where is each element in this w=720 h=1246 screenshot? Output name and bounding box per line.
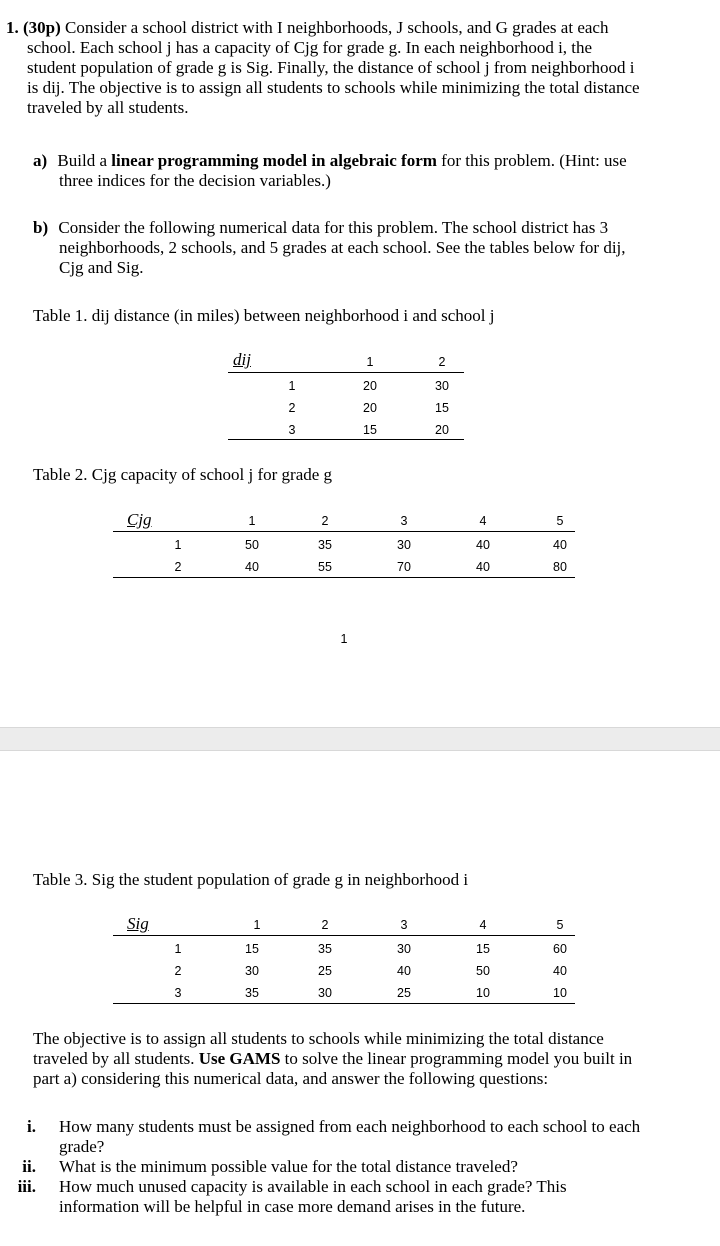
- table3-col-4: 4: [479, 918, 487, 932]
- objective-line-2-bold: Use GAMS: [198, 1049, 281, 1068]
- table3-header-rule: [113, 935, 575, 936]
- table2-cell-1-3: 30: [397, 538, 411, 552]
- question-iii-label: iii.: [17, 1177, 36, 1196]
- table3-cell-1-2: 35: [318, 942, 332, 956]
- intro-line-4: is dij. The objective is to assign all students to schools while minimizing the total distance: [27, 78, 640, 97]
- table3-col-2: 2: [321, 918, 329, 932]
- page-break: [0, 727, 720, 751]
- table2-row-1-label: 1: [174, 538, 182, 552]
- part-a-line-2: three indices for the decision variables.): [59, 171, 331, 190]
- part-b-label: b): [33, 218, 49, 237]
- question-i-line-1: How many students must be assigned from each neighborhood to each school to each: [59, 1117, 641, 1136]
- table2-cell-1-4: 40: [476, 538, 490, 552]
- table3-cell-3-4: 10: [476, 986, 490, 1000]
- table2-col-4: 4: [479, 514, 487, 528]
- part-b-line-3: Cjg and Sig.: [59, 258, 144, 277]
- table2-corner: Cjg: [127, 510, 152, 529]
- table2-row-2-label: 2: [174, 560, 182, 574]
- table2-caption: Table 2. Cjg capacity of school j for grade g: [33, 465, 333, 484]
- question-ii: [0, 1157, 720, 1177]
- objective-line-1: The objective is to assign all students to schools while minimizing the total distance: [33, 1029, 604, 1048]
- table3-caption: Table 3. Sig the student population of grade g in neighborhood i: [33, 870, 469, 889]
- table2-cell-2-4: 40: [476, 560, 490, 574]
- part-a-post: for this problem. (Hint: use: [441, 151, 627, 170]
- table3-cell-2-5: 40: [553, 964, 567, 978]
- question-iii: [0, 1177, 720, 1217]
- table3-col-3: 3: [400, 918, 408, 932]
- problem-number: 1.: [6, 18, 19, 37]
- objective-line-3: part a) considering this numerical data, and answer the following questions:: [33, 1069, 549, 1088]
- table3-row-1-label: 1: [174, 942, 182, 956]
- objective-line-2: [33, 1049, 632, 1069]
- table3-col-5: 5: [556, 918, 564, 932]
- table1-col-1: 1: [366, 355, 374, 369]
- question-i-label: i.: [27, 1117, 36, 1136]
- table1-cell-2-1: 20: [363, 401, 377, 415]
- table3-cell-1-4: 15: [476, 942, 490, 956]
- table3-cell-3-2: 30: [318, 986, 332, 1000]
- table3-cell-1-5: 60: [553, 942, 567, 956]
- questions-list: [0, 1117, 720, 1217]
- table3-bottom-rule: [113, 1003, 575, 1004]
- table2-cell-1-2: 35: [318, 538, 332, 552]
- table2-header-rule: [113, 531, 575, 532]
- table2-cell-2-5: 80: [553, 560, 567, 574]
- part-a-pre: Build a: [57, 151, 108, 170]
- problem-points: (30p): [23, 18, 61, 37]
- table3-corner: Sig: [127, 914, 149, 933]
- part-b-text-1: Consider the following numerical data for this problem. The school district has 3: [58, 218, 609, 237]
- table1-corner: dij: [233, 350, 251, 369]
- intro-text-1: Consider a school district with I neighborhoods, J schools, and G grades at each: [65, 18, 609, 37]
- intro-line-5: traveled by all students.: [27, 98, 189, 117]
- table1-col-2: 2: [438, 355, 446, 369]
- table3-cell-3-3: 25: [397, 986, 411, 1000]
- table2-col-3: 3: [400, 514, 408, 528]
- table2-col-5: 5: [556, 514, 564, 528]
- table3-cell-3-5: 10: [553, 986, 567, 1000]
- table3-cell-3-1: 35: [245, 986, 259, 1000]
- table3-row-2-label: 2: [174, 964, 182, 978]
- objective-paragraph: [33, 1029, 632, 1089]
- question-ii-line-1: What is the minimum possible value for the total distance traveled?: [59, 1157, 518, 1176]
- intro-line-3: student population of grade g is Sig. Finally, the distance of school j from neighborhood i: [27, 58, 635, 77]
- part-b-line-2: neighborhoods, 2 schools, and 5 grades at each school. See the tables below for dij,: [59, 238, 626, 257]
- table3-col-1: 1: [253, 918, 261, 932]
- table3-cell-2-2: 25: [318, 964, 332, 978]
- question-i-line-2: grade?: [59, 1137, 105, 1156]
- table2-cell-2-2: 55: [318, 560, 332, 574]
- part-b-line-1: [33, 218, 626, 238]
- part-a-label: a): [33, 151, 48, 170]
- table1-row-2-label: 2: [288, 401, 296, 415]
- intro-line-2: school. Each school j has a capacity of Cjg for grade g. In each neighborhood i, the: [27, 38, 593, 57]
- table1-cell-2-2: 15: [435, 401, 449, 415]
- table2-cell-2-1: 40: [245, 560, 259, 574]
- question-i: [0, 1117, 720, 1157]
- question-iii-line-2: information will be helpful in case more demand arises in the future.: [59, 1197, 526, 1216]
- part-b: [33, 218, 626, 278]
- table1-cell-3-1: 15: [363, 423, 377, 437]
- table3-cell-2-4: 50: [476, 964, 490, 978]
- page-number: 1: [340, 632, 348, 646]
- table1-cell-1-1: 20: [363, 379, 377, 393]
- table2-cell-2-3: 70: [397, 560, 411, 574]
- table1-row-1-label: 1: [288, 379, 296, 393]
- part-a-line-1: [33, 151, 627, 171]
- objective-line-2-post: to solve the linear programming model you built in: [284, 1049, 633, 1068]
- table2-col-1: 1: [248, 514, 256, 528]
- table3-cell-1-3: 30: [397, 942, 411, 956]
- table1-caption: Table 1. dij distance (in miles) between neighborhood i and school j: [33, 306, 495, 325]
- question-iii-line-1: How much unused capacity is available in each school in each grade? This: [59, 1177, 567, 1196]
- table3-row-3-label: 3: [174, 986, 182, 1000]
- table2-col-2: 2: [321, 514, 329, 528]
- table1-cell-3-2: 20: [435, 423, 449, 437]
- intro-line-1: [6, 18, 640, 38]
- table1-bottom-rule: [228, 439, 464, 440]
- table3-cell-2-3: 40: [397, 964, 411, 978]
- table2-cell-1-1: 50: [245, 538, 259, 552]
- part-a: [33, 151, 627, 191]
- part-a-bold: linear programming model in algebraic form: [111, 151, 437, 170]
- table1-cell-1-2: 30: [435, 379, 449, 393]
- question-ii-label: ii.: [22, 1157, 36, 1176]
- table2-cell-1-5: 40: [553, 538, 567, 552]
- table1-row-3-label: 3: [288, 423, 296, 437]
- table3-cell-1-1: 15: [245, 942, 259, 956]
- table2-bottom-rule: [113, 577, 575, 578]
- objective-line-2-pre: traveled by all students.: [33, 1049, 195, 1068]
- table1-header-rule: [228, 372, 464, 373]
- table3-cell-2-1: 30: [245, 964, 259, 978]
- problem-statement: [6, 18, 640, 118]
